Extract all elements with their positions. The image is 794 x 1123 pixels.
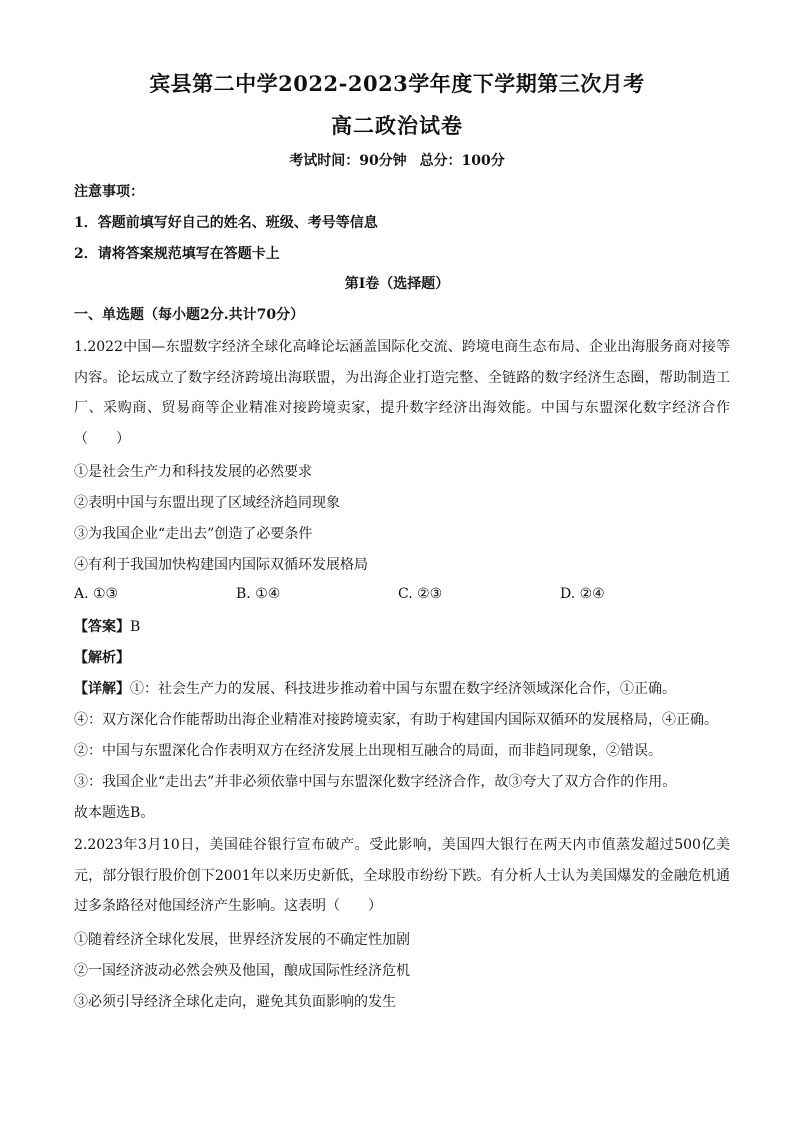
notice-heading: 注意事项： xyxy=(74,184,144,200)
q1-statement-3: ③为我国企业“走出去”创造了必要条件 xyxy=(74,526,313,542)
notice-item-1: 1．答题前填写好自己的姓名、班级、考号等信息 xyxy=(74,215,378,231)
q1-answer xyxy=(74,617,734,637)
part-heading: 一、单选题（每小题2分.共计70分） xyxy=(74,307,305,323)
exam-title: 宾县第二中学2022-2023学年度下学期第三次月考 xyxy=(149,71,645,96)
q1-detail-5: 故本题选B。 xyxy=(74,805,155,821)
q1-detail-4: ③：我国企业“走出去”并非必须依靠中国与东盟深化数字经济合作，故③夸大了双方合作的作用。 xyxy=(74,774,677,790)
q1-option-c: C. ②③ xyxy=(398,586,443,602)
exam-time: 考试时间：90分钟 xyxy=(289,153,407,169)
q1-statement-1: ①是社会生产力和科技发展的必然要求 xyxy=(74,464,312,480)
detail-text-1: ①：社会生产力的发展、科技进步推动着中国与东盟在数字经济领域深化合作，①正确。 xyxy=(130,681,676,697)
answer-label: 【答案】 xyxy=(74,619,130,635)
q2-statement-1: ①随着经济全球化发展，世界经济发展的不确定性加剧 xyxy=(74,932,410,948)
q1-statement-4: ④有利于我国加快构建国内国际双循环发展格局 xyxy=(74,557,368,573)
exam-score: 总分：100分 xyxy=(419,153,505,169)
q1-stem: 1.2022中国—东盟数字经济全球化高峰论坛涵盖国际化交流、跨境电商生态布局、企业出海服务商对接等内容。论坛成立了数字经济跨境出海联盟，为出海企业打造完整、全链路的数字经济生态圈，帮助制造工厂、采购商、贸易商等企业精准对接跨境卖家，提升数字经济出海效能。中国与东盟深化数字经济合作（ ） xyxy=(74,339,730,447)
q1-detail-2: ④：双方深化合作能帮助出海企业精准对接跨境卖家，有助于构建国内国际双循环的发展格局，④正确。 xyxy=(74,712,718,728)
q1-option-a: A. ①③ xyxy=(74,586,119,602)
q1-detail-3: ②：中国与东盟深化合作表明双方在经济发展上出现相互融合的局面，而非趋同现象，②错误。 xyxy=(74,743,662,759)
exam-info xyxy=(0,150,794,170)
q2-stem: 2.2023年3月10日，美国硅谷银行宣布破产。受此影响，美国四大银行在两天内市值蒸发超过500亿美元，部分银行股价创下2001年以来历史新低，全球股市纷纷下跌。有分析人士认为美国爆发的金融危机通过多条路径对他国经济产生影响。这表明（ ） xyxy=(74,837,730,914)
q2-statement-3: ③必须引导经济全球化走向，避免其负面影响的发生 xyxy=(74,994,396,1010)
q2-statement-2: ②一国经济波动必然会殃及他国，酿成国际性经济危机 xyxy=(74,963,410,979)
answer-value: B xyxy=(130,619,141,635)
q1-statement-2: ②表明中国与东盟出现了区域经济趋同现象 xyxy=(74,495,340,511)
q1-option-d: D. ②④ xyxy=(560,586,605,602)
q1-options xyxy=(74,586,734,606)
volume-heading: 第I卷（选择题） xyxy=(344,276,450,292)
detail-label: 【详解】 xyxy=(74,681,130,697)
exam-subtitle: 高二政治试卷 xyxy=(331,113,463,138)
q1-detail-1 xyxy=(74,679,734,699)
analysis-label: 【解析】 xyxy=(74,650,130,666)
notice-item-2: 2．请将答案规范填写在答题卡上 xyxy=(74,246,280,262)
q1-option-b: B. ①④ xyxy=(236,586,281,602)
